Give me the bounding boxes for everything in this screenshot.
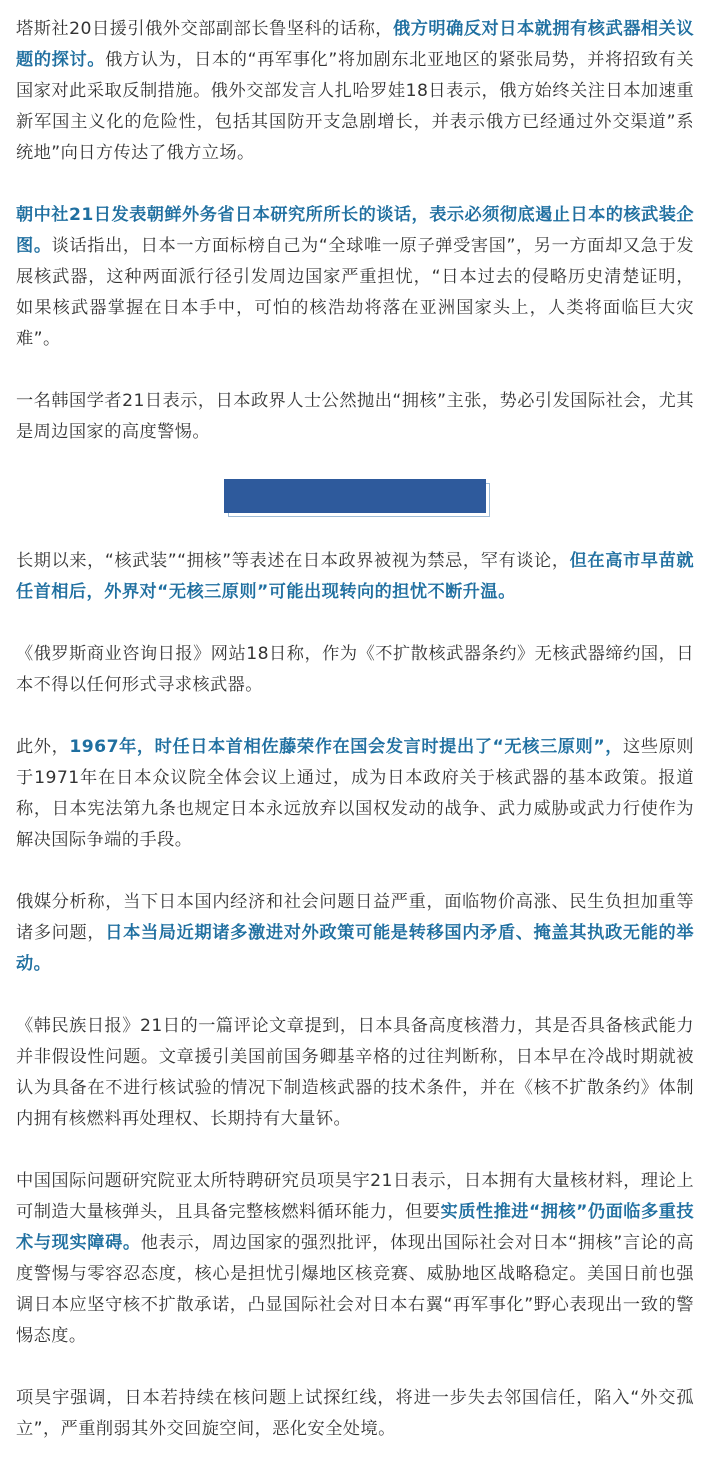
paragraph-russian-analysis [16,887,694,980]
paragraph-expert-xiang [16,1166,694,1352]
highlight-text: 日本当局近期诸多激进对外政策可能是转移国内矛盾、掩盖其执政无能的举动。 [16,923,694,974]
paragraph-text: 这些原则于1971年在日本众议院全体会议上通过，成为日本政府关于核武器的基本政策。报道称，日本宪法第九条也规定日本永远放弃以国权发动的战争、武力威胁或武力行使作为解决国际争端的手段。 [16,737,694,850]
paragraph-korean-scholar [16,386,694,448]
paragraph-rbc-report [16,639,694,701]
paragraph-text: 俄方认为，日本的“再军事化”将加剧东北亚地区的紧张局势，并将招致有关国家对此采取反制措施。俄外交部发言人扎哈罗娃18日表示，俄方始终关注日本加速重新军国主义化的危险性，包括其国防开支急剧增长，并表示俄方已经通过外交渠道”系统地”向日方传达了俄方立场。 [16,50,694,163]
highlight-text: 但在高市早苗就任首相后，外界对“无核三原则”可能出现转向的担忧不断升温。 [16,551,694,602]
paragraph-taboo [16,546,694,608]
paragraph-text: 俄媒分析称，当下日本国内经济和社会问题日益严重，面临物价高涨、民生负担加重等诸多问题， [16,892,694,943]
highlight-text: 实质性推进“拥核”仍面临多重技术与现实障碍。 [16,1202,694,1253]
highlight-text: 俄方明确反对日本就拥有核武器相关议题的探讨。 [16,19,694,70]
section-heading-label [224,479,486,513]
paragraph-text: 长期以来，“核武装”“拥核”等表述在日本政界被视为禁忌，罕有谈论， [16,551,570,571]
paragraph-kcna-report [16,200,694,355]
paragraph-three-principles [16,732,694,856]
paragraph-text: 他表示，周边国家的强烈批评，体现出国际社会对日本“拥核”言论的高度警惕与零容忍态度，核心是担忧引爆地区核竞赛、威胁地区战略稳定。美国日前也强调日本应坚守核不扩散承诺，凸显国际社会对日本右翼“再军事化”野心表现出一致的警惕态度。 [16,1233,694,1346]
paragraph-tass-report [16,14,694,169]
paragraph-conclusion [16,1383,694,1445]
paragraph-text: 中国国际问题研究院亚太所特聘研究员项昊宇21日表示，日本拥有大量核材料，理论上可制造大量核弹头，且具备完整核燃料循环能力，但要 [16,1171,694,1222]
paragraph-text: 《韩民族日报》21日的一篇评论文章提到，日本具备高度核潜力，其是否具备核武能力并非假设性问题。文章援引美国前国务卿基辛格的过往判断称，日本早在冷战时期就被认为具备在不进行核试验的情况下制造核武器的技术条件，并在《核不扩散条约》体制内拥有核燃料再处理权、长期持有大量钚。 [16,1016,694,1129]
paragraph-text: 此外， [16,737,70,757]
paragraph-text: 一名韩国学者21日表示，日本政界人士公然抛出“拥核”主张，势必引发国际社会，尤其是周边国家的高度警惕。 [16,391,694,442]
paragraph-text: 塔斯社20日援引俄外交部副部长鲁坚科的话称， [16,19,394,39]
paragraph-text: 项昊宇强调，日本若持续在核问题上试探红线，将进一步失去邻国信任，陷入“外交孤立”，严重削弱其外交回旋空间，恶化安全处境。 [16,1388,694,1439]
paragraph-hankyoreh [16,1011,694,1135]
paragraph-text: 谈话指出，日本一方面标榜自己为“全球唯一原子弹受害国”，另一方面却又急于发展核武器，这种两面派行径引发周边国家严重担忧，“日本过去的侵略历史清楚证明，如果核武器掌握在日本手中，可怕的核浩劫将落在亚洲国家头上，人类将面临巨大灾难”。 [16,236,695,349]
section-heading [224,479,486,517]
highlight-text: 朝中社21日发表朝鲜外务省日本研究所所长的谈话，表示必须彻底遏止日本的核武装企图。 [16,205,694,256]
article-body [16,14,694,1476]
highlight-text: 1967年，时任日本首相佐藤荣作在国会发言时提出了“无核三原则”， [69,737,623,757]
paragraph-text: 《俄罗斯商业咨询日报》网站18日称，作为《不扩散核武器条约》无核武器缔约国，日本不得以任何形式寻求核武器。 [16,644,694,695]
